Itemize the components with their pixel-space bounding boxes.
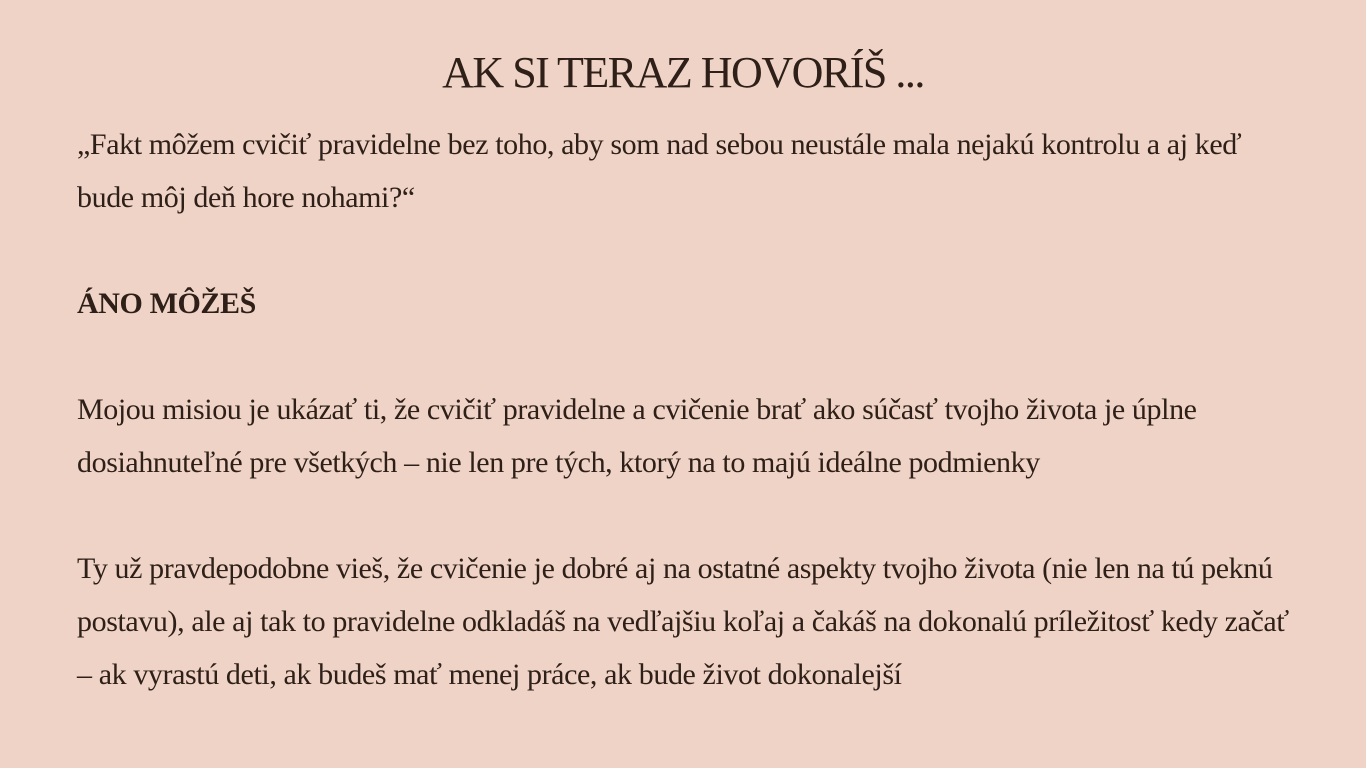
quote-paragraph: „Fakt môžem cvičiť pravidelne bez toho, aby som nad sebou neustále mala nejakú kontrolu a aj keď bude môj deň hore nohami?“	[77, 128, 1242, 214]
answer-heading: ÁNO MÔŽEŠ	[77, 287, 256, 320]
section-heading: AK SI TERAZ HOVORÍŠ ...	[442, 48, 924, 97]
mission-paragraph: Mojou misiou je ukázať ti, že cvičiť pravidelne a cvičenie brať ako súčasť tvojho života je úplne dosiahnuteľné pre všetkých – nie len pre tých, ktorý na to majú ideálne podmienky	[77, 393, 1197, 479]
body-paragraph: Ty už pravdepodobne vieš, že cvičenie je dobré aj na ostatné aspekty tvojho života (nie len na tú peknú postavu), ale aj tak to pravidelne odkladáš na vedľajšiu koľaj a čakáš na dokonalú príležitosť kedy začať – ak vyrastú deti, ak budeš mať menej práce, ak bude život dokonalejší	[77, 552, 1289, 691]
content-body	[77, 118, 1297, 754]
